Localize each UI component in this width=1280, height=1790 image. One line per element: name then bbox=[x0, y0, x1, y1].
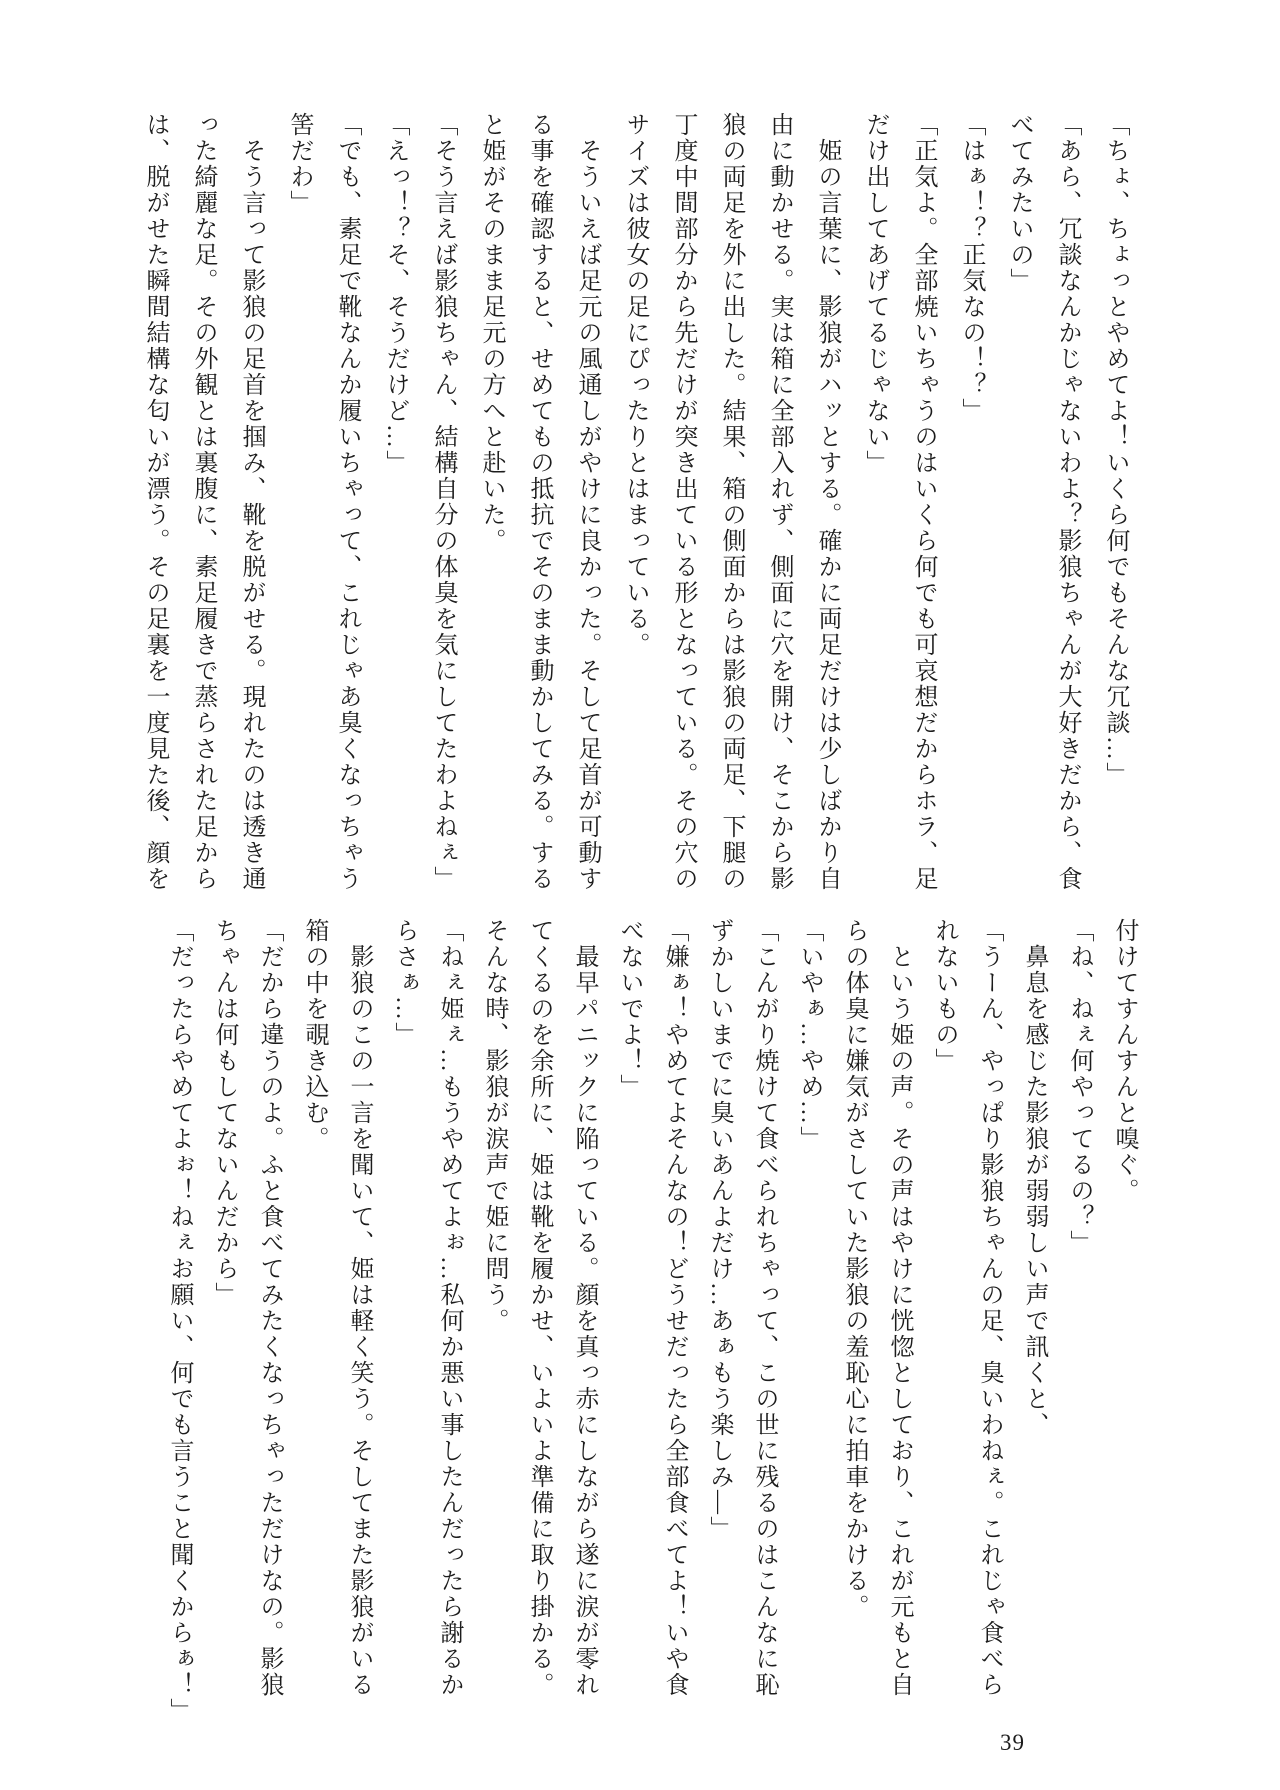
text-column: そう言って影狼の足首を掴み、靴を脱がせる。現れたのは透き通 bbox=[238, 138, 264, 892]
text-column: そんな時、影狼が涙声で姫に問う。 bbox=[481, 918, 507, 1334]
text-column: 「いやぁ…やめ…」 bbox=[796, 918, 822, 1152]
text-column: る事を確認すると、せめてもの抵抗でそのまま動かしてみる。する bbox=[526, 112, 552, 892]
text-column: べてみたいの」 bbox=[1006, 112, 1032, 294]
text-column: サイズは彼女の足にぴったりとはまっている。 bbox=[622, 112, 648, 658]
text-column: れないもの」 bbox=[931, 918, 957, 1074]
text-column: らの体臭に嫌気がさしていた影狼の羞恥心に拍車をかける。 bbox=[841, 918, 867, 1620]
text-column: 「あら、冗談なんかじゃないわよ？影狼ちゃんが大好きだから、食 bbox=[1054, 112, 1080, 892]
text-column: 狼の両足を外に出した。結果、箱の側面からは影狼の両足、下腿の bbox=[718, 112, 744, 892]
text-column: 筈だわ」 bbox=[286, 112, 312, 216]
text-column: べないでよ！」 bbox=[616, 918, 642, 1100]
text-column: 「うーん、やっぱり影狼ちゃんの足、臭いわねぇ。これじゃ食べら bbox=[976, 918, 1002, 1698]
text-column: 「ね、ねぇ何やってるの？」 bbox=[1066, 918, 1092, 1256]
text-column: 箱の中を覗き込む。 bbox=[301, 918, 327, 1152]
text-column: 「こんがり焼けて食べられちゃって、この世に残るのはこんなに恥 bbox=[751, 918, 777, 1698]
page-number: 39 bbox=[1000, 1730, 1025, 1755]
text-column: 丁度中間部分から先だけが突き出ている形となっている。その穴の bbox=[670, 112, 696, 892]
text-column: そういえば足元の風通しがやけに良かった。そして足首が可動す bbox=[574, 138, 600, 892]
text-column: てくるのを余所に、姫は靴を履かせ、いよいよ準備に取り掛かる。 bbox=[526, 918, 552, 1698]
text-column: は、脱がせた瞬間結構な匂いが漂う。その足裏を一度見た後、顔を bbox=[142, 112, 168, 892]
text-column: と姫がそのまま足元の方へと赴いた。 bbox=[478, 112, 504, 554]
text-column: った綺麗な足。その外観とは裏腹に、素足履きで蒸らされた足から bbox=[190, 112, 216, 892]
text-column: ずかしいまでに臭いあんよだけ…あぁもう楽しみ―」 bbox=[706, 918, 732, 1542]
text-column: 「だから違うのよ。ふと食べてみたくなっちゃっただけなの。影狼 bbox=[256, 918, 282, 1698]
text-column: 「はぁ！？正気なの！？」 bbox=[958, 112, 984, 424]
text-column: 由に動かせる。実は箱に全部入れず、側面に穴を開け、そこから影 bbox=[766, 112, 792, 892]
text-column: 「正気よ。全部焼いちゃうのはいくら何でも可哀想だからホラ、足 bbox=[910, 112, 936, 892]
text-column: という姫の声。その声はやけに恍惚としており、これが元もと自 bbox=[886, 944, 912, 1698]
text-column: ちゃんは何もしてないんだから」 bbox=[211, 918, 237, 1308]
text-column: らさぁ…」 bbox=[391, 918, 417, 1048]
text-column: 鼻息を感じた影狼が弱弱しい声で訊くと、 bbox=[1021, 944, 1047, 1438]
text-column: 姫の言葉に、影狼がハッとする。確かに両足だけは少しばかり自 bbox=[814, 138, 840, 892]
text-column: だけ出してあげてるじゃない」 bbox=[862, 112, 888, 476]
text-column: 影狼のこの一言を聞いて、姫は軽く笑う。そしてまた影狼がいる bbox=[346, 944, 372, 1698]
text-column: 「嫌ぁ！やめてよそんなの！どうせだったら全部食べてよ！いや食 bbox=[661, 918, 687, 1698]
text-column: 「えっ！？そ、そうだけど…」 bbox=[382, 112, 408, 476]
text-column: 「だったらやめてよぉ！ねぇお願い、何でも言うこと聞くからぁ！」 bbox=[166, 918, 192, 1724]
text-column: 付けてすんすんと嗅ぐ。 bbox=[1111, 918, 1137, 1204]
text-column: 「ねぇ姫ぇ…もうやめてよぉ…私何か悪い事したんだったら謝るか bbox=[436, 918, 462, 1698]
text-column: 「でも、素足で靴なんか履いちゃって、これじゃあ臭くなっちゃう bbox=[334, 112, 360, 892]
text-column: 「そう言えば影狼ちゃん、結構自分の体臭を気にしてたわよねぇ」 bbox=[430, 112, 456, 892]
text-column: 最早パニックに陥っている。顔を真っ赤にしながら遂に涙が零れ bbox=[571, 944, 597, 1698]
text-column: 「ちょ、ちょっとやめてよ！いくら何でもそんな冗談…」 bbox=[1102, 112, 1128, 788]
